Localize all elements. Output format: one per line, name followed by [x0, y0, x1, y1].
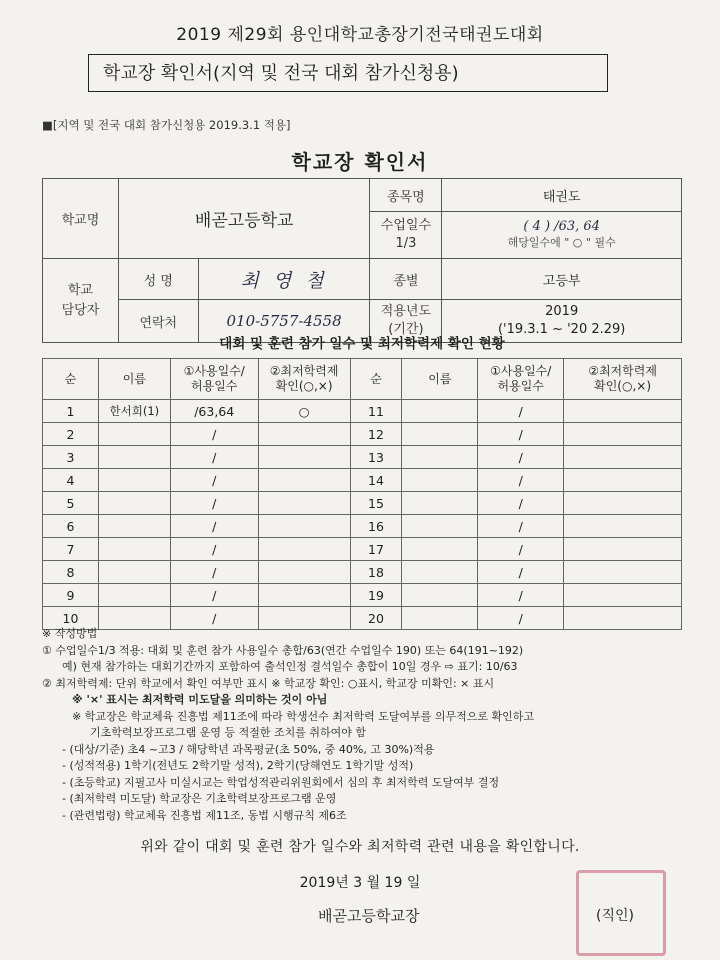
row-name-left — [98, 492, 170, 515]
row-check-left — [258, 423, 350, 446]
row-name-left — [98, 538, 170, 561]
row-check-right — [564, 469, 682, 492]
instruction-line: - (최저학력 미도달) 학교장은 기초학력보장프로그램 운영 — [62, 792, 337, 805]
row-check-left — [258, 561, 350, 584]
instruction-line: 기초학력보장프로그램 운영 등 적절한 조치를 취하여야 함 — [90, 726, 367, 739]
instruction-line: ※ 학교장은 학교체육 진흥법 제11조에 따라 학생선수 최저학력 도달여부를 의무적으로 확인하고 — [72, 709, 534, 723]
row-days-left: / — [170, 492, 258, 515]
certificate-title: 학교장 확인서 — [291, 150, 429, 174]
row-days-right: / — [478, 584, 564, 607]
row-check-left — [258, 515, 350, 538]
header-grade-right-1: ②최저학력제 — [588, 364, 657, 378]
name-label: 성 명 — [118, 259, 198, 300]
row-days-left: / — [170, 423, 258, 446]
confirmation-statement: 위와 같이 대회 및 훈련 참가 일수와 최저학력 관련 내용을 확인합니다. — [140, 839, 580, 855]
row-days-left: / — [170, 538, 258, 561]
instruction-line: - (대상/기준) 초4 ~고3 / 해당학년 과목평균(초 50%, 중 40%, 고 30%)적용 — [62, 742, 435, 756]
table-row — [43, 538, 682, 561]
sport-value: 태권도 — [442, 179, 682, 212]
principal-name: 배곧고등학교장 — [318, 907, 420, 925]
row-check-right — [564, 561, 682, 584]
row-name-right — [402, 538, 478, 561]
instruction-line: ① 수업일수1/3 적용: 대회 및 훈련 참가 사용일수 총합/63(연간 수업일수 190) 또는 64(191~192) — [42, 643, 524, 657]
row-no-right: 16 — [350, 515, 402, 538]
row-check-left — [258, 446, 350, 469]
row-name-left: 한서희(1) — [98, 400, 170, 423]
instruction-line: - (관련법령) 학교체육 진흥법 제11조, 동법 시행규칙 제6조 — [62, 808, 347, 822]
contact-value: 010-5757-4558 — [198, 300, 370, 343]
table-row — [43, 469, 682, 492]
year-label-sub: (기간) — [388, 322, 424, 337]
instruction-line: ② 최저학력제: 단위 학교에서 확인 여부만 표시 ※ 학교장 확인: ○표시, 학교장 미확인: × 표시 — [42, 676, 495, 690]
manager-label-line2: 담당자 — [61, 302, 100, 318]
row-days-right: / — [478, 469, 564, 492]
class-days-label-text: 수업일수 — [380, 218, 432, 234]
instruction-line: - (초등학교) 지필고사 미실시교는 학업성적관리위원회에서 심의 후 최저학력 도달여부 결정 — [62, 775, 500, 789]
row-days-right: / — [478, 538, 564, 561]
row-no-right: 13 — [350, 446, 402, 469]
row-no-right: 18 — [350, 561, 402, 584]
table-row — [43, 561, 682, 584]
instruction-line: - (성적적용) 1학기(전년도 2학기말 성적), 2학기(당해연도 1학기말 성적) — [62, 759, 414, 772]
seal-label: (직인) — [596, 908, 634, 924]
row-days-right: / — [478, 561, 564, 584]
row-no-left: 8 — [43, 561, 99, 584]
year-value: 2019 — [545, 304, 579, 320]
row-no-right: 14 — [350, 469, 402, 492]
row-name-right — [402, 515, 478, 538]
row-check-right — [564, 584, 682, 607]
row-days-left: /63,64 — [170, 400, 258, 423]
row-days-right: / — [478, 400, 564, 423]
row-days-left: / — [170, 446, 258, 469]
event-title: 2019 제29회 용인대학교총장기전국태권도대회 — [176, 25, 544, 45]
row-check-right — [564, 538, 682, 561]
header-days-left-2: 허용일수 — [191, 379, 238, 393]
row-name-left — [98, 446, 170, 469]
table-row — [43, 492, 682, 515]
class-days-label-sub: 1/3 — [395, 236, 417, 251]
row-no-left: 2 — [43, 423, 99, 446]
row-name-left — [98, 515, 170, 538]
row-days-left: / — [170, 584, 258, 607]
row-no-left: 1 — [43, 400, 99, 423]
row-no-left: 3 — [43, 446, 99, 469]
table-row — [43, 423, 682, 446]
row-check-right — [564, 423, 682, 446]
manager-label — [43, 259, 119, 343]
issue-date: 2019년 3 월 19 일 — [299, 875, 421, 891]
class-days-note: 해당일수에 " ○ " 필수 — [507, 236, 616, 250]
class-days-value: ( 4 ) /63, 64 — [523, 219, 600, 235]
form-note: ■[지역 및 전국 대회 참가신청용 2019.3.1 적용] — [42, 118, 291, 132]
row-no-left: 10 — [43, 607, 99, 630]
row-days-right: / — [478, 446, 564, 469]
header-days-left — [170, 359, 258, 400]
header-days-left-1: ①사용일수/ — [183, 364, 245, 378]
header-grade-right-2: 확인(○,×) — [594, 379, 652, 393]
row-name-right — [402, 561, 478, 584]
row-no-left: 7 — [43, 538, 99, 561]
header-grade-right — [564, 359, 682, 400]
row-days-right: / — [478, 607, 564, 630]
row-no-right: 19 — [350, 584, 402, 607]
table-row — [43, 400, 682, 423]
row-no-right: 12 — [350, 423, 402, 446]
class-days-cell — [442, 212, 682, 259]
header-no-right: 순 — [350, 359, 402, 400]
row-check-right — [564, 446, 682, 469]
row-check-left — [258, 538, 350, 561]
row-name-left — [98, 423, 170, 446]
row-name-right — [402, 584, 478, 607]
manager-name-value: 최 영 철 — [198, 259, 370, 300]
year-period: ('19.3.1 ~ '20 2.29) — [497, 322, 626, 337]
row-no-right: 20 — [350, 607, 402, 630]
row-name-right — [402, 400, 478, 423]
header-days-right — [478, 359, 564, 400]
header-grade-left-2: 확인(○,×) — [275, 379, 333, 393]
school-name-value: 배곧고등학교 — [118, 179, 370, 259]
row-check-left — [258, 492, 350, 515]
row-name-right — [402, 423, 478, 446]
row-name-left — [98, 561, 170, 584]
row-no-right: 11 — [350, 400, 402, 423]
sport-label: 종목명 — [370, 179, 442, 212]
row-days-right: / — [478, 515, 564, 538]
row-no-left: 6 — [43, 515, 99, 538]
status-heading: 대회 및 훈련 참가 일수 및 최저학력제 확인 현황 — [219, 336, 505, 352]
row-check-right — [564, 515, 682, 538]
row-no-right: 15 — [350, 492, 402, 515]
category-label: 종별 — [370, 259, 442, 300]
header-name-right: 이름 — [402, 359, 478, 400]
row-days-left: / — [170, 515, 258, 538]
table-row — [43, 515, 682, 538]
header-name-left: 이름 — [98, 359, 170, 400]
instructions — [42, 626, 682, 824]
row-check-left — [258, 469, 350, 492]
row-name-left — [98, 469, 170, 492]
header-no-left: 순 — [43, 359, 99, 400]
row-name-left — [98, 584, 170, 607]
roster-table — [42, 358, 682, 630]
instructions-heading: ※ 작성방법 — [42, 627, 98, 640]
row-no-left: 5 — [43, 492, 99, 515]
row-days-left: / — [170, 607, 258, 630]
row-check-right — [564, 400, 682, 423]
row-check-left: ○ — [258, 400, 350, 423]
row-no-left: 9 — [43, 584, 99, 607]
table-row — [43, 584, 682, 607]
header-grade-left-1: ②최저학력제 — [269, 364, 339, 378]
school-name-label: 학교명 — [43, 179, 119, 259]
school-info-table — [42, 178, 682, 343]
row-days-right: / — [478, 492, 564, 515]
row-no-right: 17 — [350, 538, 402, 561]
row-name-right — [402, 446, 478, 469]
manager-label-line1: 학교 — [67, 283, 93, 298]
contact-label: 연락처 — [118, 300, 198, 343]
row-days-left: / — [170, 469, 258, 492]
instruction-line: 예) 현재 참가하는 대회기간까지 포함하여 출석인정 결석일수 총합이 10일 경우 ⇨ 표기: 10/63 — [62, 660, 518, 673]
instruction-line: ※ '×' 표시는 최저학력 미도달을 의미하는 것이 아님 — [72, 693, 328, 706]
header-days-right-1: ①사용일수/ — [490, 364, 552, 378]
category-value: 고등부 — [442, 259, 682, 300]
class-days-label — [370, 212, 442, 259]
roster-header-row — [43, 359, 682, 400]
table-row — [43, 446, 682, 469]
row-name-right — [402, 492, 478, 515]
row-days-left: / — [170, 561, 258, 584]
row-check-right — [564, 492, 682, 515]
header-days-right-2: 허용일수 — [497, 379, 544, 393]
row-no-left: 4 — [43, 469, 99, 492]
row-check-left — [258, 584, 350, 607]
year-label-text: 적용년도 — [380, 304, 432, 320]
header-grade-left — [258, 359, 350, 400]
row-name-right — [402, 469, 478, 492]
document-title: 학교장 확인서(지역 및 전국 대회 참가신청용) — [88, 54, 608, 92]
row-days-right: / — [478, 423, 564, 446]
